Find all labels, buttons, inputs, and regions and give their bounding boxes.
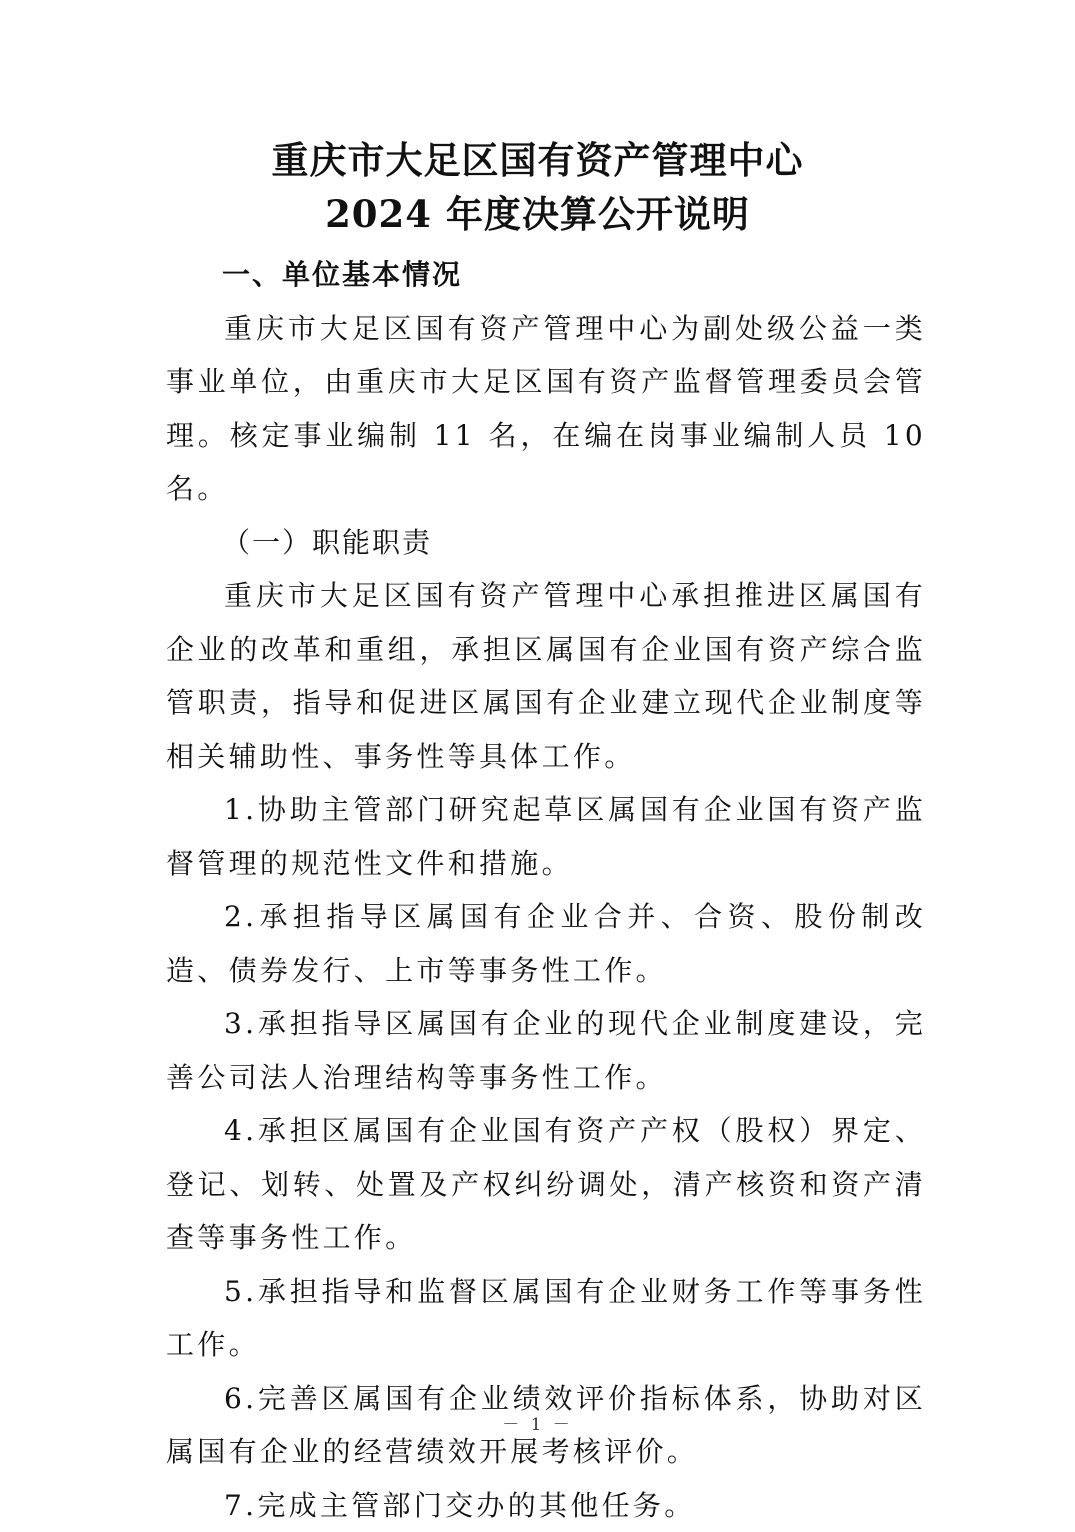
duty-item: 2.承担指导区属国有企业合并、合资、股份制改造、债券发行、上市等事务性工作。: [166, 890, 926, 997]
section-heading: 一、单位基本情况: [166, 248, 926, 302]
duty-item: 6.完善区属国有企业绩效评价指标体系，协助对区属国有企业的经营绩效开展考核评价。: [166, 1372, 926, 1479]
duty-item: 4.承担区属国有企业国有资产产权（股权）界定、登记、划转、处置及产权纠纷调处，清产核资和资产清查等事务性工作。: [166, 1104, 926, 1265]
subsection-heading: （一）职能职责: [166, 516, 926, 570]
duty-item: 1.协助主管部门研究起草区属国有企业国有资产监督管理的规范性文件和措施。: [166, 783, 926, 890]
duty-item: 7.完成主管部门交办的其他任务。: [166, 1479, 926, 1532]
duty-item: 3.承担指导区属国有企业的现代企业制度建设，完善公司法人治理结构等事务性工作。: [166, 997, 926, 1104]
page-number: － 1 －: [0, 1410, 1075, 1435]
duties-intro-paragraph: 重庆市大足区国有资产管理中心承担推进区属国有企业的改革和重组，承担区属国有企业国有资产综合监管职责，指导和促进区属国有企业建立现代企业制度等相关辅助性、事务性等具体工作。: [166, 569, 926, 783]
document-title-line2: 2024 年度决算公开说明: [0, 190, 1075, 238]
duty-item: 5.承担指导和监督区属国有企业财务工作等事务性工作。: [166, 1265, 926, 1372]
document-title-line1: 重庆市大足区国有资产管理中心: [0, 136, 1075, 184]
section-intro-paragraph: 重庆市大足区国有资产管理中心为副处级公益一类事业单位，由重庆市大足区国有资产监督管理委员会管理。核定事业编制 11 名，在编在岗事业编制人员 10 名。: [166, 302, 926, 516]
document-body: [166, 248, 926, 1532]
